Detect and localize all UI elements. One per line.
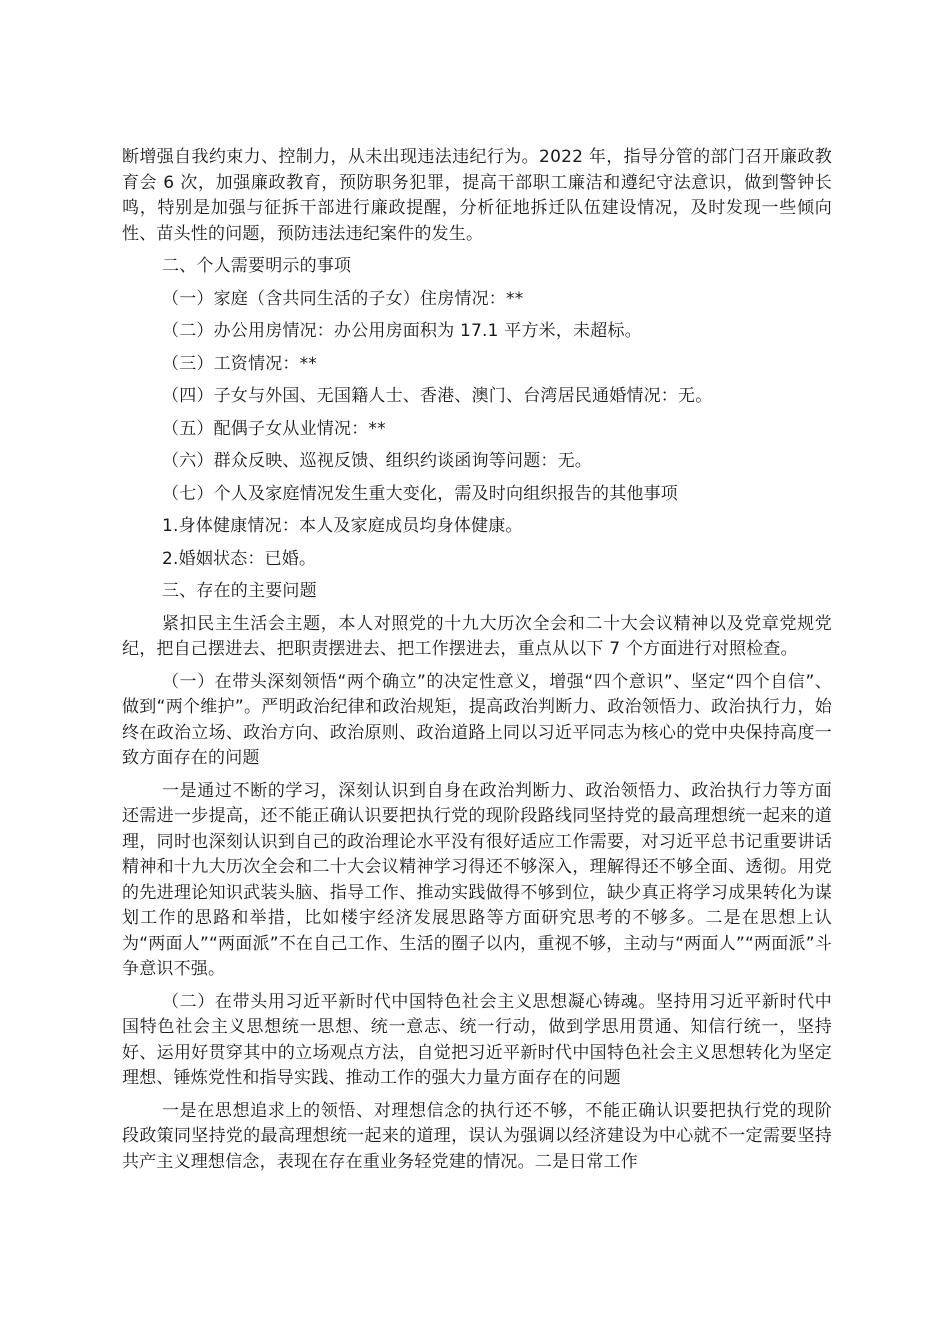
section-heading-two: 二、个人需要明示的事项	[162, 256, 352, 276]
list-item: （七）个人及家庭情况发生重大变化，需及时向组织报告的其他事项	[162, 483, 678, 504]
document-body	[122, 145, 832, 1175]
list-item: （六）群众反映、巡视反馈、组织约谈函询等问题：无。	[162, 451, 592, 471]
list-item: （五）配偶子女从业情况：**	[162, 418, 386, 439]
list-item: 1.身体健康情况：本人及家庭成员均身体健康。	[162, 516, 523, 536]
subsection-heading: （一）在带头深刻领悟“两个确立”的决定性意义，增强“四个意识”、坚定“四个自信”、做到“两个维护”。严明政治纪律和政治规矩，提高政治判断力、政治领悟力、政治执行力，始终在政治立场、政治方向、政治原则、政治道路上同以习近平同志为核心的党中央保持高度一致方面存在的问题	[122, 671, 832, 768]
paragraph-intro-continuation: 断增强自我约束力、控制力，从未出现违法违纪行为。2022 年，指导分管的部门召开廉政教育会 6 次，加强廉政教育，预防职务犯罪，提高干部职工廉洁和遵纪守法意识，做到警钟长鸣，特别是加强与征拆干部进行廉政提醒，分析征地拆迁队伍建设情况，及时发现一些倾向性、苗头性的问题，预防违法违纪案件的发生。	[122, 147, 832, 244]
subsection-heading: （二）在带头用习近平新时代中国特色社会主义思想凝心铸魂。坚持用习近平新时代中国特色社会主义思想统一思想、统一意志、统一行动，做到学思用贯通、知信行统一，坚持好、运用好贯穿其中的立场观点方法，自觉把习近平新时代中国特色社会主义思想转化为坚定理想、锤炼党性和指导实践、推动工作的强大力量方面存在的问题	[122, 991, 832, 1088]
paragraph-body: 一是通过不断的学习，深刻认识到自身在政治判断力、政治领悟力、政治执行力等方面还需进一步提高，还不能正确认识要把执行党的现阶段路线同坚持党的最高理想统一起来的道理，同时也深刻认识到自己的政治理论水平没有很好适应工作需要，对习近平总书记重要讲话精神和十九大历次全会和二十大会议精神学习得还不够深入，理解得还不够全面、透彻。用党的先进理论知识武装头脑、指导工作、推动实践做得不够到位，缺少真正将学习成果转化为谋划工作的思路和举措，比如楼宇经济发展思路等方面研究思考的不够多。二是在思想上认为“两面人”“两面派”不在自己工作、生活的圈子以内，重视不够，主动与“两面人”“两面派”斗争意识不强。	[122, 780, 832, 979]
list-item: （二）办公用房情况：办公用房面积为 17.1 平方米，未超标。	[162, 321, 642, 341]
section-heading-three: 三、存在的主要问题	[162, 581, 317, 601]
list-item: （四）子女与外国、无国籍人士、香港、澳门、台湾居民通婚情况：无。	[162, 386, 713, 406]
list-item: 2.婚姻状态：已婚。	[162, 548, 317, 569]
list-item: （三）工资情况：**	[162, 353, 317, 374]
list-item: （一）家庭（含共同生活的子女）住房情况：**	[162, 288, 524, 309]
paragraph-body: 紧扣民主生活会主题，本人对照党的十九大历次全会和二十大会议精神以及党章党规党纪，把自己摆进去、把职责摆进去、把工作摆进去，重点从以下 7 个方面进行对照检查。	[122, 613, 832, 659]
paragraph-body: 一是在思想追求上的领悟、对理想信念的执行还不够，不能正确认识要把执行党的现阶段政策同坚持党的最高理想统一起来的道理，误认为强调以经济建设为中心就不一定需要坚持共产主义理想信念，表现在存在重业务轻党建的情况。二是日常工作	[122, 1100, 832, 1172]
